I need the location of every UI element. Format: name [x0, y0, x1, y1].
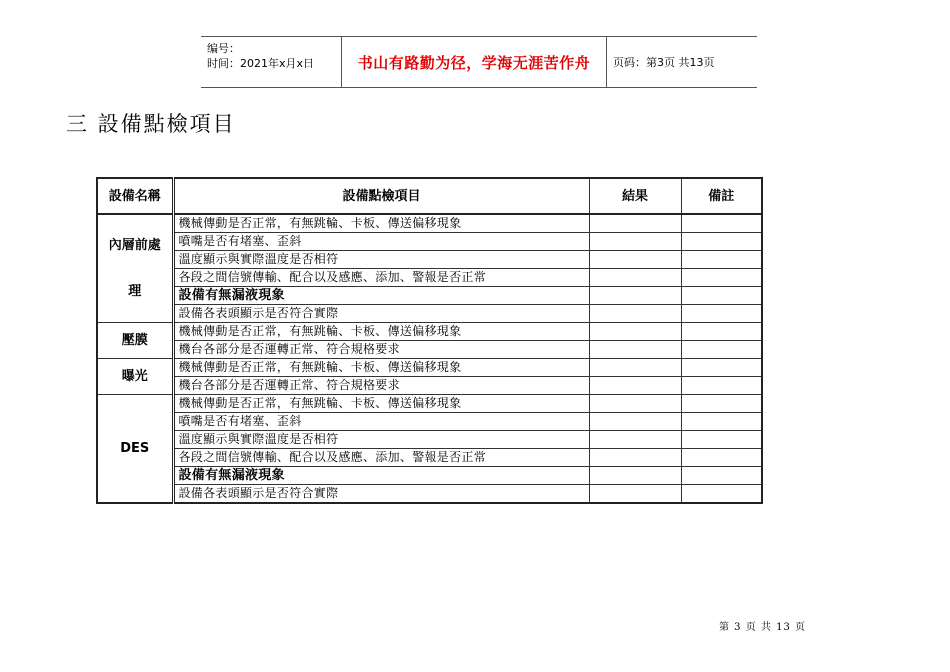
- equipment-name: 曝光: [97, 359, 173, 395]
- table-row: [97, 269, 762, 287]
- table-row: [97, 467, 762, 485]
- result-cell[interactable]: [589, 431, 681, 449]
- equipment-name: 內層前處: [108, 237, 161, 253]
- check-item: 設備各表頭顯示是否符合實際: [173, 305, 589, 323]
- result-cell[interactable]: [589, 233, 681, 251]
- number-label: 编号：: [207, 42, 240, 55]
- result-cell[interactable]: [589, 287, 681, 305]
- remark-cell[interactable]: [681, 251, 762, 269]
- page-header: [201, 36, 757, 88]
- column-header-result: 結果: [589, 178, 681, 214]
- equipment-name-cell: [97, 214, 173, 323]
- column-header-equipment: 設備名稱: [97, 178, 173, 214]
- remark-cell[interactable]: [681, 287, 762, 305]
- remark-cell[interactable]: [681, 359, 762, 377]
- check-item: 噴嘴是否有堵塞、歪斜: [173, 413, 589, 431]
- header-divider: [606, 37, 607, 87]
- time-label: 时间：2021年x月x日: [207, 57, 315, 70]
- check-item: 機械傳動是否正常，有無跳輪、卡板、傳送偏移現象: [173, 323, 589, 341]
- table-row: [97, 251, 762, 269]
- check-item: 設備有無漏液現象: [173, 467, 589, 485]
- check-item: 機械傳動是否正常，有無跳輪、卡板、傳送偏移現象: [173, 214, 589, 233]
- remark-cell[interactable]: [681, 413, 762, 431]
- remark-cell[interactable]: [681, 485, 762, 504]
- check-item: 各段之間信號傳輸、配合以及感應、添加、警報是否正常: [173, 449, 589, 467]
- check-item: 設備各表頭顯示是否符合實際: [173, 485, 589, 504]
- table-row: [97, 377, 762, 395]
- equipment-name: DES: [97, 395, 173, 504]
- column-header-items: 設備點檢項目: [173, 178, 589, 214]
- equipment-name-cont: 理: [128, 283, 142, 299]
- header-motto: 书山有路勤为径，学海无涯苦作舟: [357, 53, 591, 72]
- result-cell[interactable]: [589, 395, 681, 413]
- result-cell[interactable]: [589, 359, 681, 377]
- check-item: 噴嘴是否有堵塞、歪斜: [173, 233, 589, 251]
- header-page-info: 页码：第3页 共13页: [613, 56, 715, 69]
- result-cell[interactable]: [589, 269, 681, 287]
- result-cell[interactable]: [589, 485, 681, 504]
- remark-cell[interactable]: [681, 395, 762, 413]
- result-cell[interactable]: [589, 323, 681, 341]
- result-cell[interactable]: [589, 214, 681, 233]
- remark-cell[interactable]: [681, 449, 762, 467]
- equipment-name: 壓膜: [97, 323, 173, 359]
- result-cell[interactable]: [589, 251, 681, 269]
- table-row: [97, 449, 762, 467]
- remark-cell[interactable]: [681, 269, 762, 287]
- check-item: 機械傳動是否正常，有無跳輪、卡板、傳送偏移現象: [173, 359, 589, 377]
- table-row: [97, 233, 762, 251]
- remark-cell[interactable]: [681, 214, 762, 233]
- check-item: 設備有無漏液現象: [173, 287, 589, 305]
- table-row: [97, 413, 762, 431]
- inspection-table: [96, 177, 763, 504]
- table-header-row: [97, 178, 762, 214]
- remark-cell[interactable]: [681, 377, 762, 395]
- column-header-remark: 備註: [681, 178, 762, 214]
- remark-cell[interactable]: [681, 467, 762, 485]
- section-title: 三 設備點檢項目: [66, 112, 236, 136]
- check-item: 溫度顯示與實際溫度是否相符: [173, 431, 589, 449]
- remark-cell[interactable]: [681, 233, 762, 251]
- remark-cell[interactable]: [681, 341, 762, 359]
- check-item: 機台各部分是否運轉正常、符合規格要求: [173, 377, 589, 395]
- remark-cell[interactable]: [681, 305, 762, 323]
- header-meta: [207, 41, 341, 71]
- check-item: 各段之間信號傳輸、配合以及感應、添加、警報是否正常: [173, 269, 589, 287]
- result-cell[interactable]: [589, 377, 681, 395]
- result-cell[interactable]: [589, 341, 681, 359]
- result-cell[interactable]: [589, 305, 681, 323]
- table-row: [97, 305, 762, 323]
- remark-cell[interactable]: [681, 431, 762, 449]
- check-item: 溫度顯示與實際溫度是否相符: [173, 251, 589, 269]
- table-row: [97, 485, 762, 504]
- table-row: [97, 214, 762, 233]
- remark-cell[interactable]: [681, 323, 762, 341]
- table-row: [97, 359, 762, 377]
- check-item: 機台各部分是否運轉正常、符合規格要求: [173, 341, 589, 359]
- table-row: [97, 395, 762, 413]
- page-footer: 第 3 页 共 13 页: [719, 622, 806, 633]
- result-cell[interactable]: [589, 413, 681, 431]
- result-cell[interactable]: [589, 449, 681, 467]
- result-cell[interactable]: [589, 467, 681, 485]
- table-row: [97, 323, 762, 341]
- table-row: [97, 287, 762, 305]
- table-row: [97, 431, 762, 449]
- check-item: 機械傳動是否正常，有無跳輪、卡板、傳送偏移現象: [173, 395, 589, 413]
- table-row: [97, 341, 762, 359]
